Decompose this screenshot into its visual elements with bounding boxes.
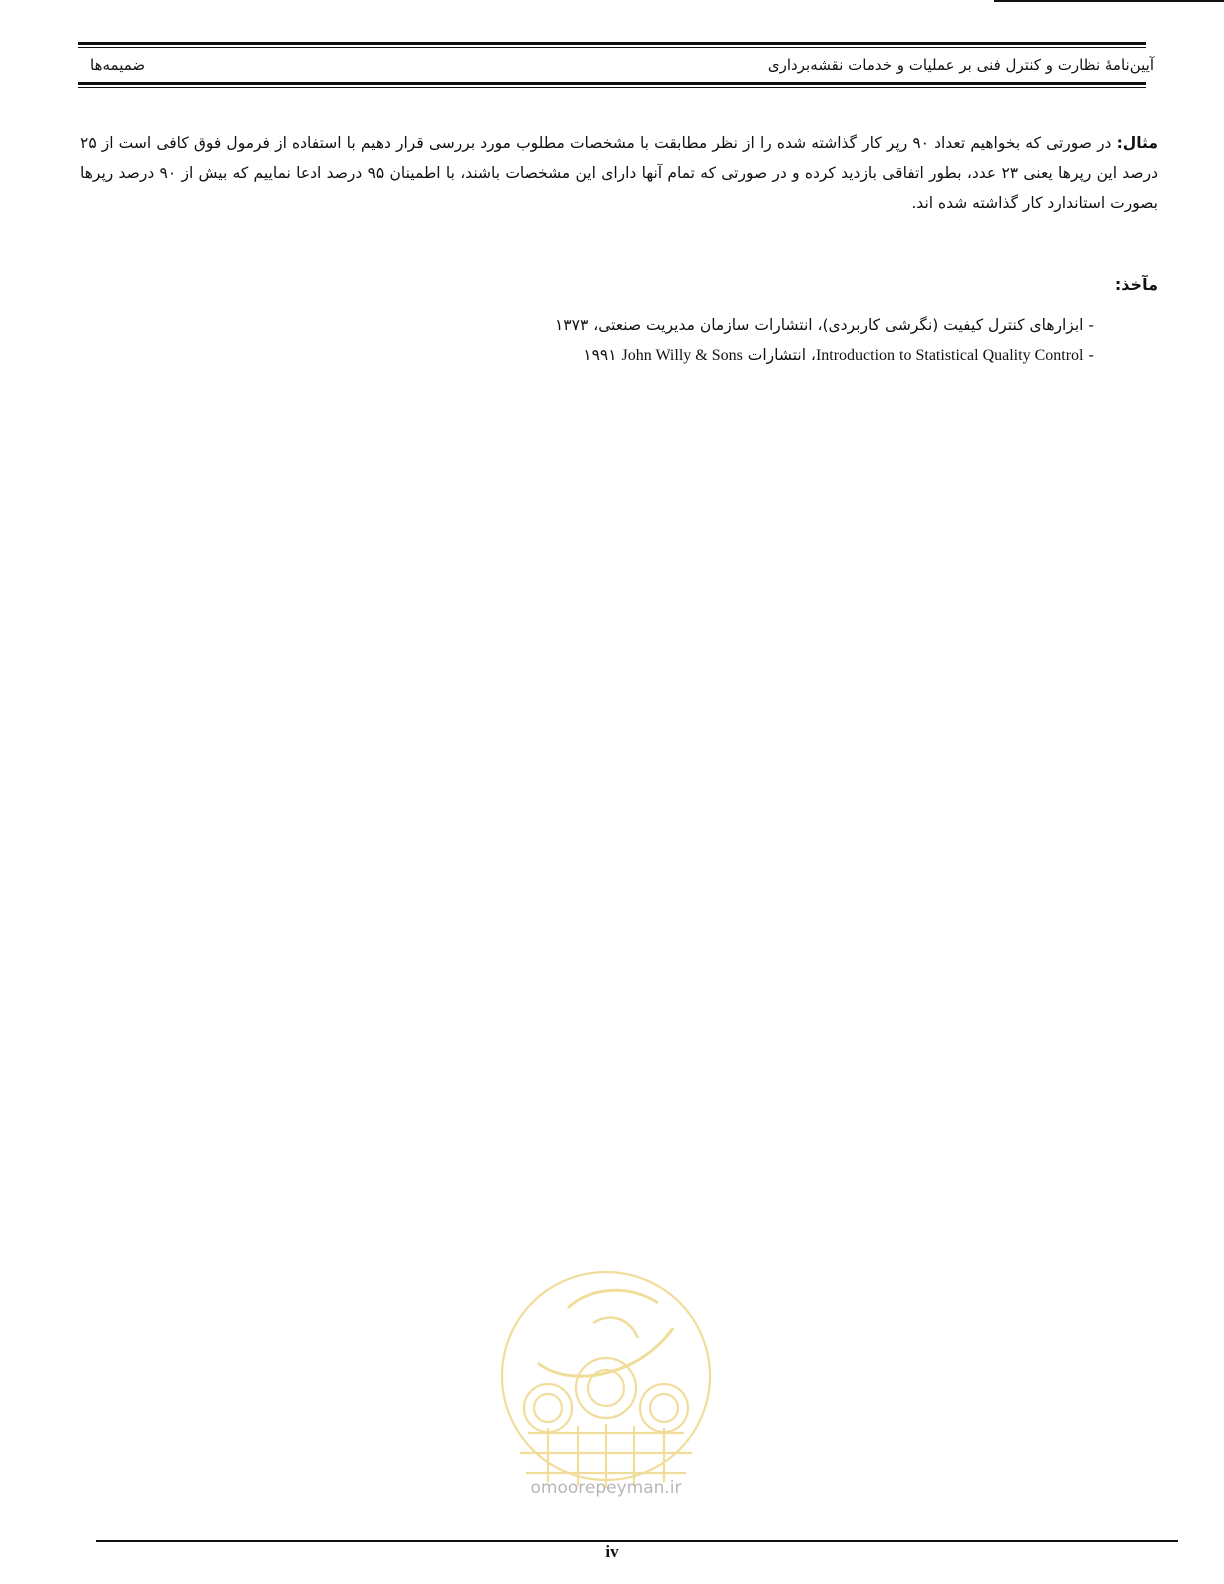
page-number: iv: [605, 1542, 619, 1561]
top-corner-line: [994, 0, 1224, 2]
header-section: ضمیمه‌ها: [90, 56, 146, 74]
header-rule: [78, 82, 1146, 85]
sources-heading: مآخذ:: [1114, 275, 1158, 294]
source-year: ۱۹۹۱: [583, 346, 622, 364]
header-rule: [78, 47, 1146, 48]
watermark-logo-icon: [498, 1268, 714, 1504]
source-en-title: Introduction to Statistical Quality Control: [815, 347, 1084, 364]
source-item: [555, 310, 1094, 340]
header-rule: [78, 87, 1146, 88]
source-en-publisher: John Willy & Sons: [621, 347, 743, 364]
source-bullet: -: [1083, 346, 1094, 364]
source-mid: ، انتشارات: [742, 346, 816, 364]
header-rule: [78, 42, 1146, 45]
source-bullet: -: [1083, 316, 1094, 334]
sources-list: [555, 310, 1094, 371]
running-header: [90, 52, 1154, 78]
example-lead: مثال:: [1116, 133, 1158, 152]
header-title: آیین‌نامهٔ نظارت و کنترل فنی بر عملیات و خدمات نقشه‌برداری: [767, 56, 1154, 74]
example-text: در صورتی که بخواهیم تعداد ۹۰ رپر کار گذاشته شده را از نظر مطابقت با مشخصات مطلوب مورد بررسی قرار دهیم با استفاده از فرمول فوق کافی است از ۲۵ درصد این رپرها یعنی ۲۳ عدد، بطور اتفاقی بازدید کرده و در صورتی که تمام آنها دارای این مشخصات باشند، با اطمینان ۹۵ درصد ادعا نماییم که بیش از ۹۰ درصد رپرها بصورت استاندارد کار گذاشته شده اند.: [80, 133, 1158, 212]
source-text: ابزارهای کنترل کیفیت (نگرشی کاربردی)، انتشارات سازمان مدیریت صنعتی، ۱۳۷۳: [554, 316, 1084, 334]
example-paragraph: [80, 128, 1158, 218]
source-item: [555, 340, 1094, 371]
watermark-text: omoorepeyman.ir: [530, 1478, 682, 1498]
